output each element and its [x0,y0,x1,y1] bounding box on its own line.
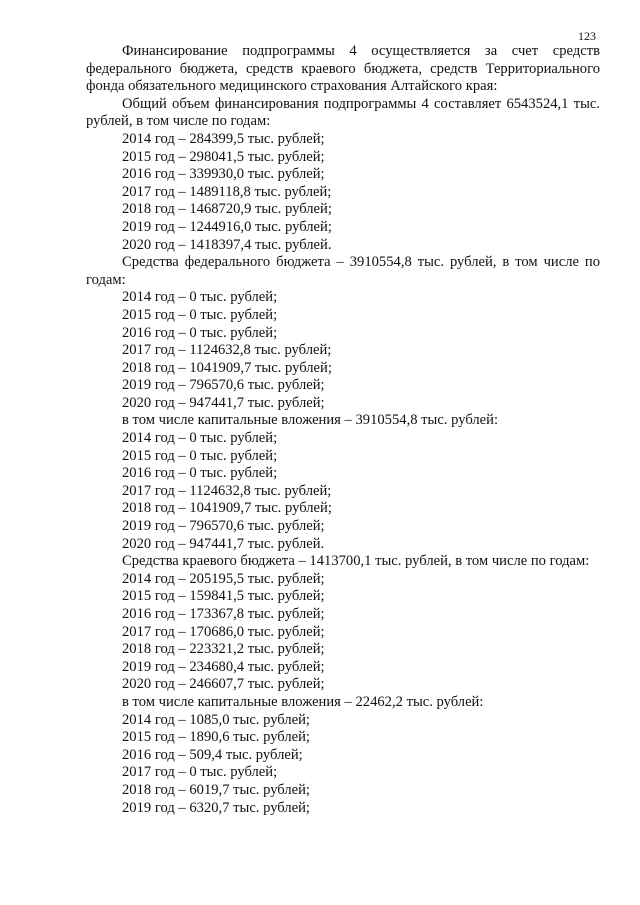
list-line: 2017 год – 1124632,8 тыс. рублей; [122,482,332,499]
list-line: 2019 год – 1244916,0 тыс. рублей; [122,218,332,235]
page-number: 123 [578,29,596,43]
list-line: 2020 год – 947441,7 тыс. рублей. [122,535,325,552]
list-line: в том числе капитальные вложения – 3910554,8 тыс. рублей: [122,412,499,429]
paragraph: Общий объем финансирования подпрограммы 4 составляет 6543524,1 тыс. рублей, в том числе по годам: [86,95,600,130]
list-line: 2019 год – 6320,7 тыс. рублей; [122,799,310,816]
list-line: 2016 год – 173367,8 тыс. рублей; [122,606,325,622]
paragraph: Средства краевого бюджета – 1413700,1 тыс. рублей, в том числе по годам: [122,553,590,570]
list-line: 2017 год – 170686,0 тыс. рублей; [122,623,325,640]
list-line: 2018 год – 223321,2 тыс. рублей; [122,641,325,658]
list-line: 2017 год – 0 тыс. рублей; [122,764,278,781]
list-line: 2016 год – 509,4 тыс. рублей; [122,746,303,763]
list-line: 2014 год – 0 тыс. рублей; [122,289,278,306]
paragraph: Средства федерального бюджета – 3910554,8 тыс. рублей, в том числе по годам: [86,254,600,288]
list-line: 2014 год – 0 тыс. рублей; [122,430,278,447]
list-line: в том числе капитальные вложения – 22462,2 тыс. рублей: [122,693,484,710]
list-line: 2016 год – 0 тыс. рублей; [122,324,278,341]
list-line: 2015 год – 1890,6 тыс. рублей; [122,729,310,746]
list-line: 2014 год – 205195,5 тыс. рублей; [122,570,325,587]
list-line: 2014 год – 1085,0 тыс. рублей; [122,711,310,728]
list-line: 2017 год – 1124632,8 тыс. рублей; [122,342,332,359]
list-line: 2018 год – 6019,7 тыс. рублей; [122,781,310,798]
list-line: 2018 год – 1468720,9 тыс. рублей; [122,201,332,218]
list-line: 2020 год – 246607,7 тыс. рублей; [122,676,325,693]
paragraph: Финансирование подпрограммы 4 осуществляется за счет средств федерального бюджета, средств краевого бюджета, средств Территориального фонда обязательного медицинского страхования Алтайского края: [86,43,600,95]
list-line: 2015 год – 159841,5 тыс. рублей; [122,588,325,605]
list-line: 2020 год – 947441,7 тыс. рублей; [122,394,325,411]
list-line: 2017 год – 1489118,8 тыс. рублей; [122,183,332,200]
list-line: 2019 год – 796570,6 тыс. рублей; [122,518,325,535]
list-line: 2019 год – 796570,6 тыс. рублей; [122,377,325,394]
list-line: 2016 год – 339930,0 тыс. рублей; [122,166,325,183]
list-line: 2018 год – 1041909,7 тыс. рублей; [122,500,332,517]
list-line: 2015 год – 0 тыс. рублей; [122,447,278,464]
list-line: 2016 год – 0 тыс. рублей; [122,465,278,482]
list-line: 2019 год – 234680,4 тыс. рублей; [122,658,325,675]
list-line: 2015 год – 298041,5 тыс. рублей; [122,148,325,165]
document-body [86,43,600,817]
list-line: 2015 год – 0 тыс. рублей; [122,306,278,323]
list-line: 2014 год – 284399,5 тыс. рублей; [122,130,325,147]
list-line: 2020 год – 1418397,4 тыс. рублей. [122,236,332,253]
list-line: 2018 год – 1041909,7 тыс. рублей; [122,359,332,376]
